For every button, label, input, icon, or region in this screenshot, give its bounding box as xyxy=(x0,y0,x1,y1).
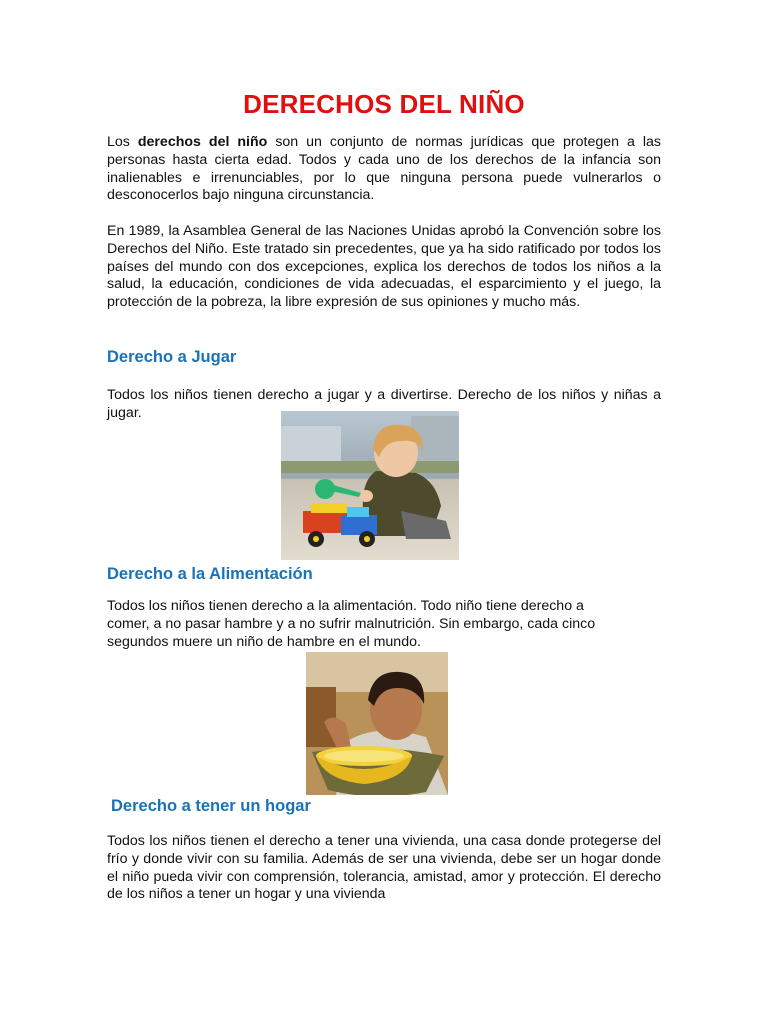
section-text-alimentacion: Todos los niños tienen derecho a la alimentación. Todo niño tiene derecho a comer, a no pasar hambre y a no sufrir malnutrición. Sin embargo, cada cinco segundos muere un niño de hambre en el mundo. xyxy=(107,598,596,650)
section-text-jugar: Todos los niños tienen derecho a jugar y a divertirse. Derecho de los niños y niñas a jugar. xyxy=(107,387,661,421)
intro-bold-term: derechos del niño xyxy=(137,134,268,150)
section-heading-jugar: Derecho a Jugar xyxy=(107,348,237,366)
section-heading-alimentacion: Derecho a la Alimentación xyxy=(107,565,313,583)
child-playing-illustration xyxy=(281,411,459,560)
document-title: DERECHOS DEL NIÑO xyxy=(243,89,525,119)
section-heading-hogar: Derecho a tener un hogar xyxy=(111,797,311,815)
child-playing-photo xyxy=(281,411,459,560)
intro-paragraph xyxy=(107,134,661,205)
boy-eating-illustration xyxy=(306,652,448,795)
section-text-hogar: Todos los niños tienen el derecho a tener una vivienda, una casa donde protegerse del frío y donde vivir con su familia. Además de ser una vivienda, debe ser un hogar donde el niño pueda vivir con comprensión, tolerancia, amistad, amor y protección. El derecho de los niños a tener un hogar y una vivienda xyxy=(107,833,661,903)
intro-rest: son un conjunto de normas jurídicas que protegen a las personas hasta cierta edad. Todos y cada uno de los derechos de la infancia son inalienables e irrenunciables, por lo que ninguna persona puede vulnerarlos o desconocerlos bajo ninguna circunstancia. xyxy=(107,134,662,204)
boy-eating-photo xyxy=(306,652,448,795)
intro-lead: Los xyxy=(107,134,138,150)
convention-paragraph: En 1989, la Asamblea General de las Naciones Unidas aprobó la Convención sobre los Derechos del Niño. Este tratado sin precedentes, que ya ha sido ratificado por todos los países del mundo con dos excepciones, explica los derechos de todos los niños a la salud, la educación, condiciones de vida adecuadas, el esparcimiento y el juego, la protección de la pobreza, la libre expresión de sus opiniones y mucho más. xyxy=(107,223,661,311)
